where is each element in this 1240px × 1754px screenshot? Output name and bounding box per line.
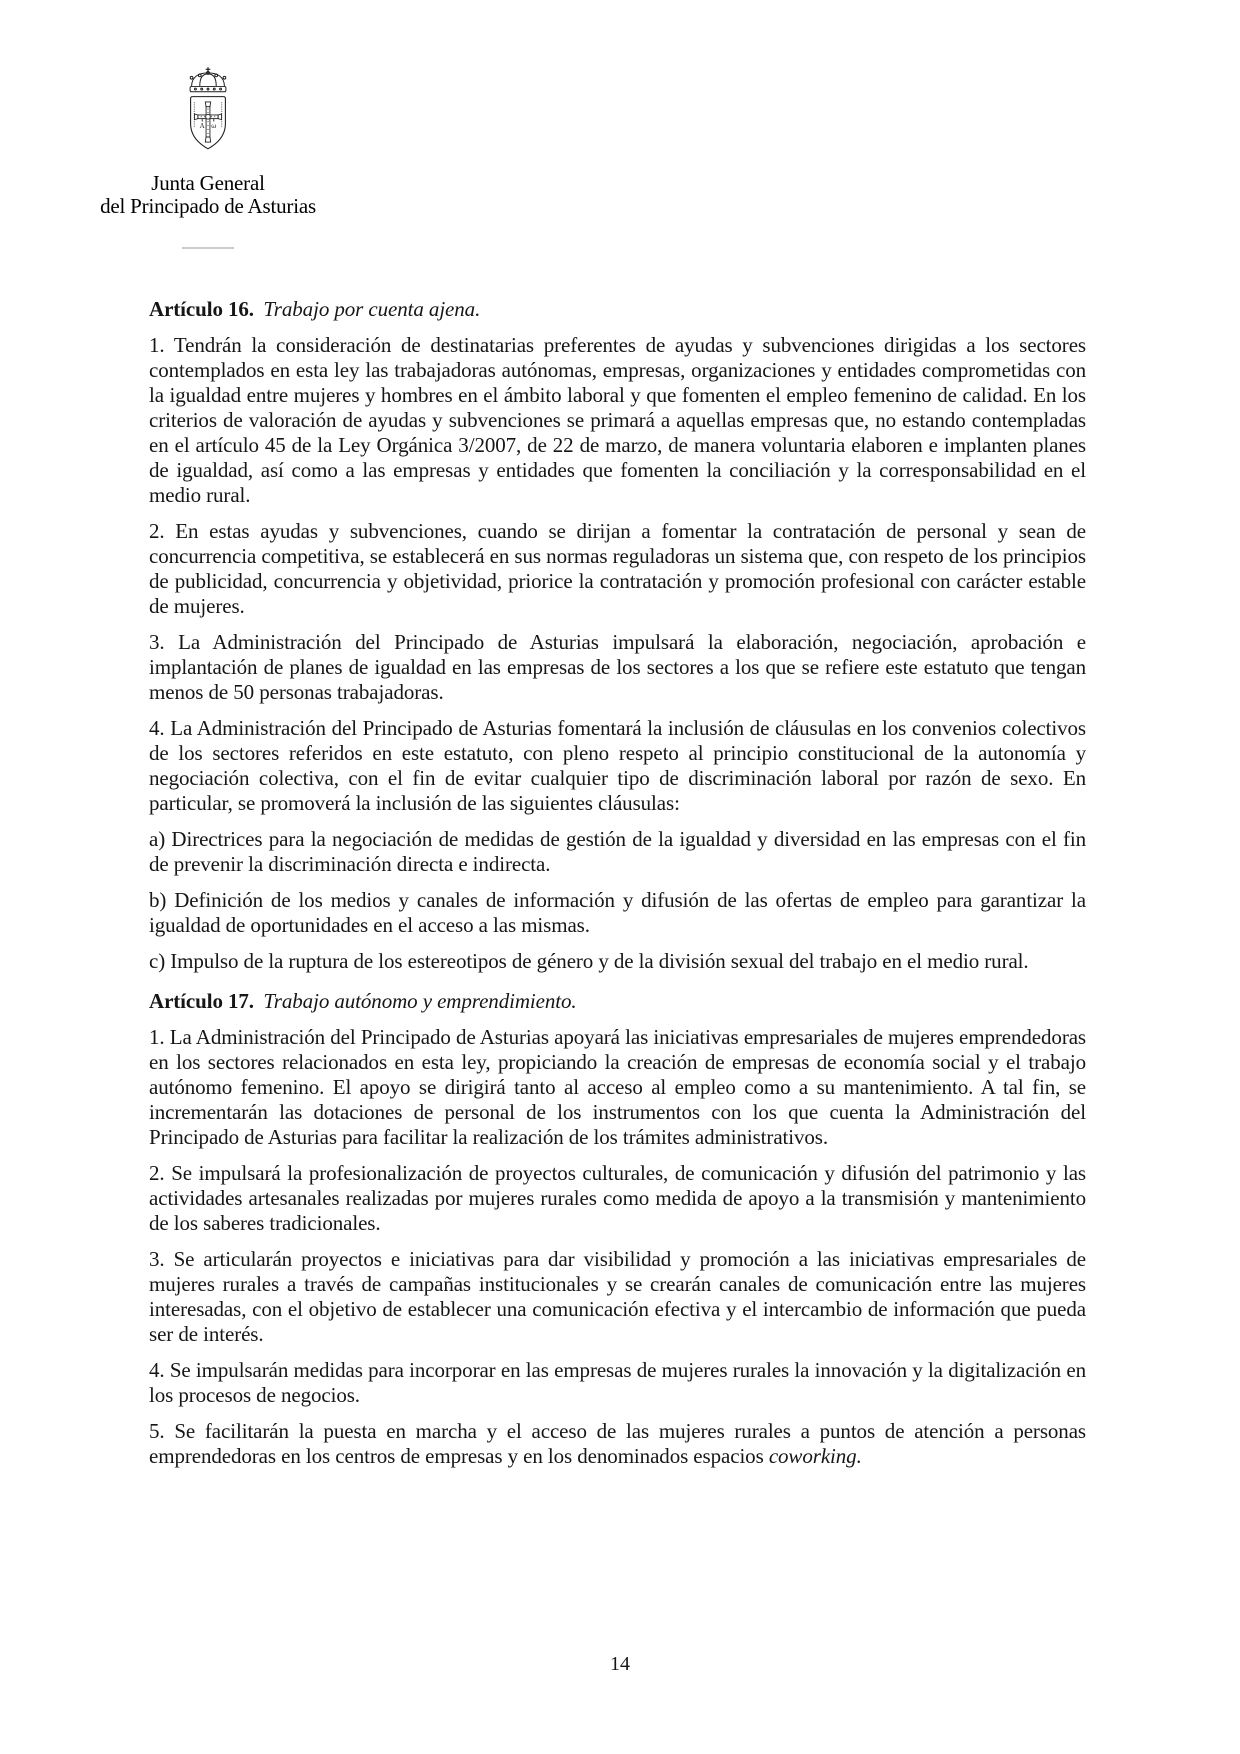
article-17-title: Trabajo autónomo y emprendimiento. bbox=[263, 989, 577, 1013]
article-17-paragraph-4: 4. Se impulsarán medidas para incorporar en las empresas de mujeres rurales la innovación y la digitalización en los procesos de negocios. bbox=[149, 1358, 1086, 1407]
article-17-paragraph-5: 5. Se facilitarán la puesta en marcha y el acceso de las mujeres rurales a puntos de atención a personas emprendedoras en los centros de empresas y en los denominados espacios coworking. bbox=[149, 1419, 1086, 1468]
article-17-number: Artículo 17. bbox=[149, 989, 254, 1013]
article-17-paragraph-1: 1. La Administración del Principado de Asturias apoyará las iniciativas empresariales de mujeres emprendedoras en los sectores relacionados en esta ley, propiciando la creación de empresas de economía social y el trabajo autónomo femenino. El apoyo se dirigirá tanto al acceso al empleo como a su mantenimiento. A tal fin, se incrementarán las dotaciones de personal de los instrumentos con los que cuenta la Administración del Principado de Asturias para facilitar la realización de los trámites administrativos. bbox=[149, 1025, 1086, 1149]
institution-line1: Junta General bbox=[151, 171, 265, 195]
omega-glyph: ω bbox=[211, 123, 217, 131]
article-16-clause-b: b) Definición de los medios y canales de información y difusión de las ofertas de empleo para garantizar la igualdad de oportunidades en el acceso a las mismas. bbox=[149, 888, 1086, 937]
article-16-paragraph-2: 2. En estas ayudas y subvenciones, cuando se dirijan a fomentar la contratación de personal y sean de concurrencia competitiva, se establecerá en sus normas reguladoras un sistema que, con respeto de los principios de publicidad, concurrencia y objetividad, priorice la contratación y promoción profesional con carácter estable de mujeres. bbox=[149, 519, 1086, 618]
article-16-paragraph-3: 3. La Administración del Principado de Asturias impulsará la elaboración, negociación, aprobación e implantación de planes de igualdad en las empresas de los sectores a los que se refiere este estatuto que tengan menos de 50 personas trabajadoras. bbox=[149, 630, 1086, 704]
article-17-paragraph-2: 2. Se impulsará la profesionalización de proyectos culturales, de comunicación y difusión del patrimonio y las actividades artesanales realizadas por mujeres rurales como medida de apoyo a la transmisión y mantenimiento de los saberes tradicionales. bbox=[149, 1161, 1086, 1235]
article-16-heading bbox=[149, 297, 1086, 322]
page-number: 14 bbox=[610, 1653, 630, 1675]
article-16-paragraph-1: 1. Tendrán la consideración de destinatarias preferentes de ayudas y subvenciones dirigidas a los sectores contemplados en esta ley las trabajadoras autónomas, empresas, organizaciones y entidades comprometidas con la igualdad entre mujeres y hombres en el ámbito laboral y que fomenten el empleo femenino de calidad. En los criterios de valoración de ayudas y subvenciones se primará a aquellas empresas que, no estando contempladas en el artículo 45 de la Ley Orgánica 3/2007, de 22 de marzo, de manera voluntaria elaboren e implanten planes de igualdad, así como a las empresas y entidades que fomenten la conciliación y la corresponsabilidad en el medio rural. bbox=[149, 333, 1086, 507]
article-16-clause-c: c) Impulso de la ruptura de los estereotipos de género y de la división sexual del trabajo en el medio rural. bbox=[149, 949, 1029, 973]
article-16-number: Artículo 16. bbox=[149, 297, 254, 321]
article-16-paragraph-4: 4. La Administración del Principado de Asturias fomentará la inclusión de cláusulas en los convenios colectivos de los sectores referidos en este estatuto, con pleno respeto al principio constitucional de la autonomía y negociación colectiva, con el fin de evitar cualquier tipo de discriminación laboral por razón de sexo. En particular, se promoverá la inclusión de las siguientes cláusulas: bbox=[149, 716, 1086, 815]
article-17-heading bbox=[149, 989, 1086, 1014]
article-16-clause-a: a) Directrices para la negociación de medidas de gestión de la igualdad y diversidad en las empresas con el fin de prevenir la discriminación directa e indirecta. bbox=[149, 827, 1086, 876]
header-divider bbox=[182, 247, 234, 249]
article-16-title: Trabajo por cuenta ajena. bbox=[263, 297, 481, 321]
document-body bbox=[149, 297, 1086, 1480]
logo bbox=[88, 64, 328, 249]
article-17-paragraph-3: 3. Se articularán proyectos e iniciativas para dar visibilidad y promoción a las iniciativas empresariales de mujeres rurales a través de campañas institucionales y se crearán canales de comunicación entre las mujeres interesadas, con el objetivo de establecer una comunicación efectiva y el intercambio de información que pueda ser de interés. bbox=[149, 1247, 1086, 1346]
institution-line2: del Principado de Asturias bbox=[100, 194, 316, 218]
institution-name bbox=[88, 172, 328, 218]
asturias-coat-of-arms-icon bbox=[179, 64, 237, 164]
alpha-glyph: A bbox=[199, 123, 205, 131]
